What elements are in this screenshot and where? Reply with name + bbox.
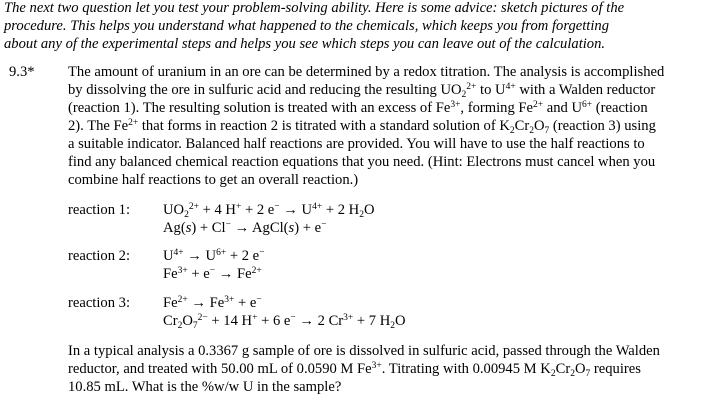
reaction-equation: $Cr_2O_7^{2-} + 14$ H+ + 6 e− → 2 $Cr^{3+} + 7$ $H_2O$ [163, 313, 406, 331]
problem-line: by dissolving the ore in sulfuric acid and reducing the resulting $UO_2^{2+}$ to $U^{4+}$ with a Walden reductor [68, 82, 656, 100]
reaction-equation: $U^{4+} \to U^{6+} + 2$ e− [163, 248, 265, 264]
reaction-label: reaction 1: [68, 202, 130, 218]
reaction-label: reaction 3: [68, 295, 130, 311]
problem-line: a suitable indicator. Balanced half reactions are provided. You will have to use the half reactions to [68, 136, 645, 152]
problem-number: 9.3* [9, 64, 35, 80]
reaction-equation: $UO_2^{2+} + 4$ H+ + 2 $e^- \to U^{4+} + 2$ $H_2O$ [163, 202, 375, 220]
reaction-label: reaction 2: [68, 248, 130, 264]
problem-line: (reaction 1). The resulting solution is treated with an excess of $Fe^{3+}$, forming $Fe^{2+}$ and $U^{6+}$ (reaction [68, 100, 648, 116]
question-line: reductor, and treated with 50.00 mL of 0.0590 M $Fe^{3+}$. Titrating with 0.00945 M $K_2Cr_2O_7$ requires [68, 361, 641, 379]
intro-line: about any of the experimental steps and helps you see which steps you can leave out of the calculation. [4, 36, 606, 52]
problem-line: 2). The $Fe^{2+}$ that forms in reaction 2 is titrated with a standard solution of $K_2Cr_2O_7$ (reaction 3) using [68, 118, 656, 136]
reaction-equation: $Fe^{2+} \to Fe^{3+} + e^-$ [163, 295, 262, 311]
question-line: 10.85 mL. What is the %w/w U in the sample? [68, 379, 342, 395]
intro-line: procedure. This helps you understand what happened to the chemicals, which keeps you from forgetting [4, 18, 610, 34]
reaction-equation: Ag(s) + Cl− → AgCl(s) + e− [163, 220, 327, 236]
problem-line: find any balanced chemical reaction equations that you need. (Hint: Electrons must cancel when you [68, 154, 656, 170]
question-line: In a typical analysis a 0.3367 g sample of ore is dissolved in sulfuric acid, passed through the Walden [68, 343, 660, 359]
intro-line: The next two question let you test your problem-solving ability. Here is some advice: sketch pictures of the [4, 0, 625, 16]
reaction-equation: $Fe^{3+} + e^- \to Fe^{2+}$ [163, 266, 262, 282]
problem-line: The amount of uranium in an ore can be determined by a redox titration. The analysis is accomplished [68, 64, 665, 80]
problem-line: combine half reactions to get an overall reaction.) [68, 172, 359, 188]
